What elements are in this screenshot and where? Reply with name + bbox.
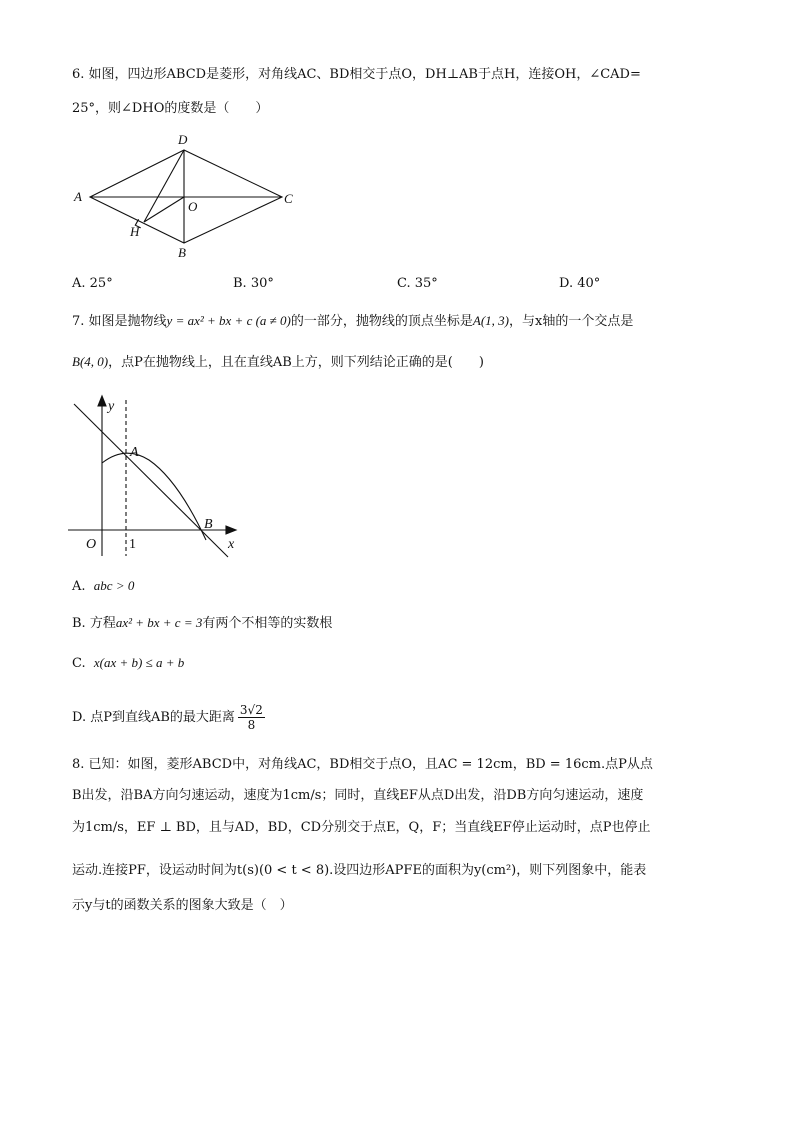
q7-option-d: D. 点P到直线AB的最大距离 $\frac{3√2}{8}$ [72,703,263,732]
q8-text-line2: B出发，沿BA方向匀速运动，速度为1cm/s；同时，直线EF从点D出发，沿DB方向匀速运动，速度 [72,788,644,803]
q8-text-line3: 为1cm/s，EF ⊥ BD，且与AD，BD，CD分别交于点E，Q，F；当直线EF停止运动时，点P也停止 [72,820,651,835]
label-h: H [130,224,140,239]
q7-vertex-coord: A(1, 3) [472,313,510,328]
distance-fraction: $\frac{3√2}{8}$ [239,703,263,732]
label-b: B [178,245,186,260]
label-b: B [204,517,213,532]
y-axis-arrow [98,396,106,406]
q7-option-c: C. x(ax + b) ≤ a + b [72,655,185,671]
x-axis-arrow [226,526,236,534]
label-c: C [284,191,293,206]
q7-parabola-formula: y = ax² + bx + c (a ≠ 0) [166,313,291,328]
label-a: A [74,189,82,204]
q7-text-line2: B(4, 0)，点P在抛物线上，且在直线AB上方，则下列结论正确的是( ) [72,354,484,370]
q6-option-a: A. 25° [72,276,113,291]
q7-text-line1: 7. 如图是抛物线y = ax² + bx + c (a ≠ 0)的一部分，抛物线的顶点坐标是A(1, 3)，与x轴的一个交点是 [72,313,634,329]
label-o: O [86,537,97,552]
q6-text-line1: 6. 如图，四边形ABCD是菱形，对角线AC、BD相交于点O，DH⊥AB于点H，连接OH，∠CAD= [72,67,641,82]
q6-option-d: D. 40° [559,276,601,291]
line-ab [74,404,228,557]
label-one: 1 [129,537,136,552]
q8-text-line1: 8. 已知：如图，菱形ABCD中，对角线AC，BD相交于点O，且AC = 12cm，BD = 16cm.点P从点 [72,757,653,772]
q6-option-c: C. 35° [397,276,438,291]
q8-text-line4: 运动.连接PF，设运动时间为t(s)(0 < t < 8).设四边形APFE的面积为y(cm²)，则下列图象中，能表 [72,863,647,878]
q7-point-b-coord: B(4, 0) [72,354,109,369]
label-a: A [130,445,139,460]
label-d: D [178,132,188,147]
q6-option-b: B. 30° [233,276,274,291]
q7-option-a: A. abc > 0 [72,578,135,594]
label-o: O [188,199,198,214]
q6-text-line2: 25°，则∠DHO的度数是（ ） [72,101,269,116]
q8-text-line5: 示y与t的函数关系的图象大致是（ ） [72,898,293,913]
parabola-curve [102,453,206,540]
q7-option-b: B. 方程ax² + bx + c = 3有两个不相等的实数根 [72,615,333,631]
label-y: y [108,399,115,414]
label-x: x [228,537,235,552]
